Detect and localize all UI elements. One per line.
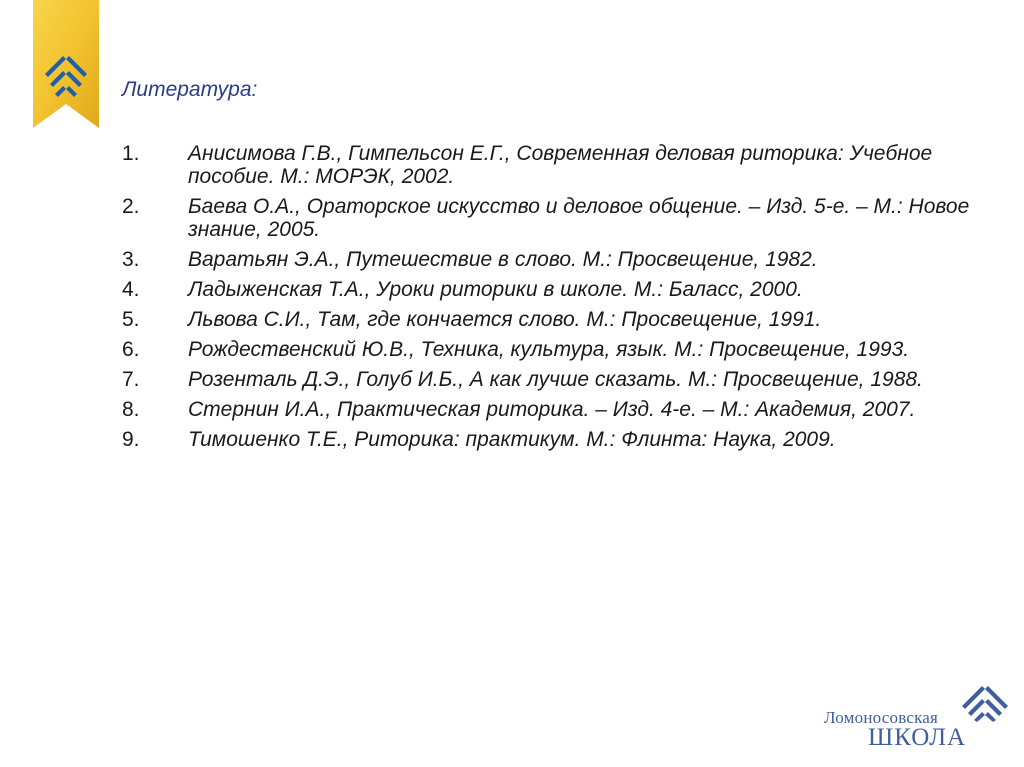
item-text: Розенталь Д.Э., Голуб И.Б., А как лучше сказать. М.: Просвещение, 1988. <box>188 368 923 391</box>
item-text: Варатьян Э.А., Путешествие в слово. М.: Просвещение, 1982. <box>188 248 818 271</box>
item-text: Тимошенко Т.Е., Риторика: практикум. М.: Флинта: Наука, 2009. <box>188 428 836 451</box>
item-number: 8. <box>122 398 140 421</box>
list-item <box>122 248 982 271</box>
item-number: 6. <box>122 338 140 361</box>
item-text: Баева О.А., Ораторское искусство и деловое общение. – Изд. 5-е. – М.: Новое знание, 2005. <box>188 195 970 241</box>
item-text: Рождественский Ю.В., Техника, культура, язык. М.: Просвещение, 1993. <box>188 338 910 361</box>
item-text: Ладыженская Т.А., Уроки риторики в школе. М.: Баласс, 2000. <box>188 278 803 301</box>
item-text: Анисимова Г.В., Гимпельсон Е.Г., Современная деловая риторика: Учебное пособие. М.: МОРЭК, 2002. <box>188 142 933 188</box>
list-item <box>122 142 982 188</box>
list-item <box>122 308 982 331</box>
page-title: Литература: <box>122 78 258 101</box>
chevron-book-icon <box>956 680 1014 722</box>
list-item <box>122 398 982 421</box>
brand-name-line1: Ломоносовская <box>824 708 939 727</box>
gold-ribbon <box>33 0 99 128</box>
item-number: 9. <box>122 428 140 451</box>
brand-name-line2: ШКОЛА <box>868 724 967 751</box>
brand-logo <box>814 680 1004 750</box>
item-number: 3. <box>122 248 140 271</box>
item-number: 5. <box>122 308 140 331</box>
list-item <box>122 338 982 361</box>
list-item <box>122 278 982 301</box>
item-number: 7. <box>122 368 140 391</box>
chevron-book-icon <box>33 0 99 128</box>
item-number: 2. <box>122 195 140 218</box>
item-text: Стернин И.А., Практическая риторика. – Изд. 4-е. – М.: Академия, 2007. <box>188 398 916 421</box>
item-number: 1. <box>122 142 140 165</box>
list-item <box>122 368 982 391</box>
item-number: 4. <box>122 278 140 301</box>
list-item <box>122 195 982 241</box>
bibliography-list <box>122 142 982 458</box>
list-item <box>122 428 982 451</box>
item-text: Львова С.И., Там, где кончается слово. М.: Просвещение, 1991. <box>188 308 822 331</box>
